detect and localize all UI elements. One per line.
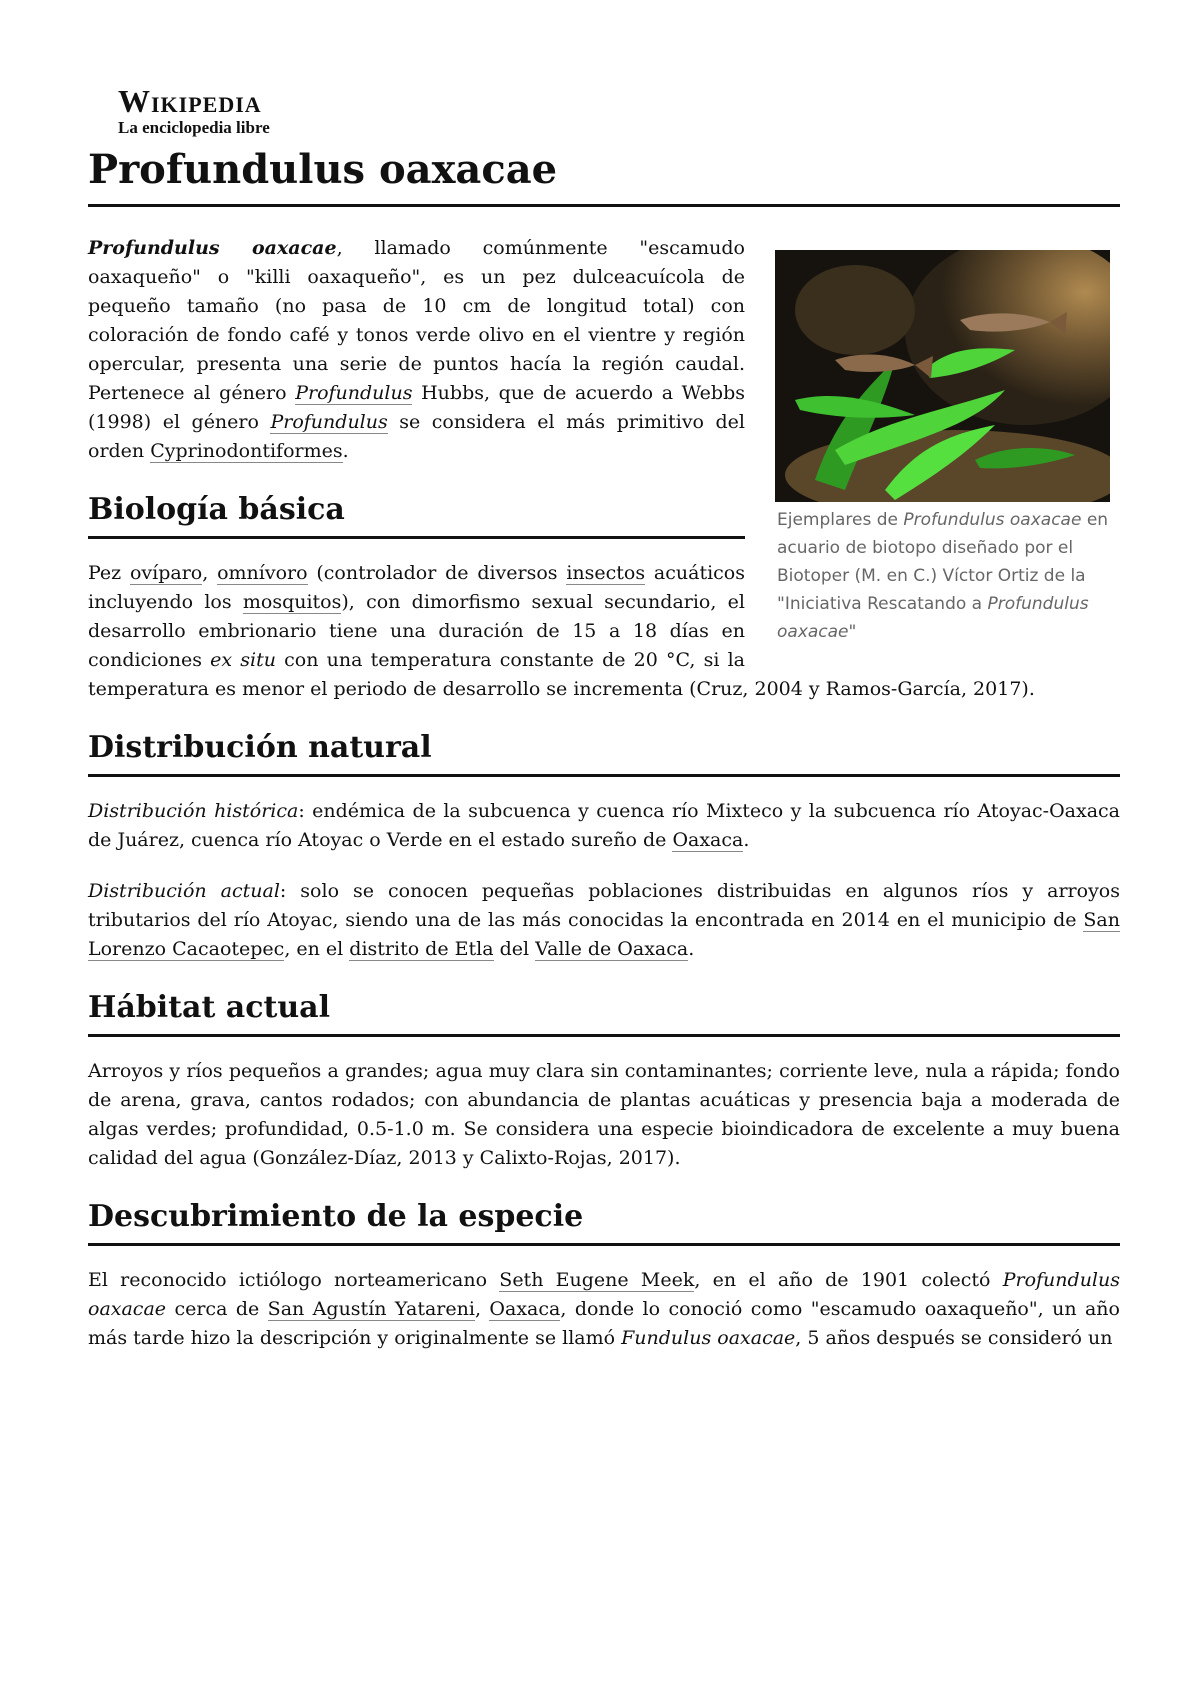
distribucion-historica-paragraph — [88, 797, 1120, 855]
text-run: El reconocido ictiólogo norteamericano — [88, 1269, 500, 1291]
wikipedia-logo[interactable] — [118, 84, 318, 138]
text-run: ), con dimorfismo sexual secundario, el desarrollo embrionario tiene una duración de 15 a 18 días en condiciones — [88, 591, 745, 671]
descubrimiento-paragraph — [88, 1266, 1120, 1353]
caption-species: Profundulus oaxacae — [903, 510, 1082, 530]
caption-text: Ejemplares de — [777, 510, 904, 530]
link-text: Profundulus — [270, 411, 388, 433]
text-run: (controlador de diversos — [307, 562, 567, 584]
rock-shape — [795, 265, 915, 355]
text-run: , en el año de 1901 colectó — [694, 1269, 1003, 1291]
text-run: : solo se conocen pequeñas poblaciones distribuidas en algunos ríos y arroyos tributarios del río Atoyac, siendo una de las más conocidas la encontrada en 2014 en el municipio de — [88, 880, 1120, 931]
text-run: , donde lo conoció como "escamudo oaxaqueño", un año más tarde hizo la descripción y originalmente se llamó — [88, 1298, 1120, 1349]
link-oaxaca-2[interactable]: Oaxaca — [489, 1298, 561, 1320]
link-insectos[interactable]: insectos — [566, 562, 646, 584]
wikipedia-wordmark: Wikipedia — [118, 83, 262, 119]
link-oaxaca[interactable]: Oaxaca — [672, 829, 744, 851]
text-run: . — [743, 829, 750, 851]
term-ex-situ: ex situ — [210, 649, 276, 671]
species-name: Profundulus oaxacae — [88, 1269, 1120, 1320]
link-profundulus[interactable] — [295, 382, 412, 405]
link-san-agustin-yatareni[interactable]: San Agustín Yatareni — [267, 1298, 475, 1320]
term-label: Distribución histórica — [88, 800, 299, 822]
text-run: del — [493, 938, 536, 960]
text-run: , en el — [284, 938, 350, 960]
caption-text: " — [848, 622, 857, 642]
text-run: cerca de — [166, 1298, 268, 1320]
text-run: Hubbs, que de acuerdo a Webbs (1998) el género — [88, 382, 745, 433]
text-run: con una temperatura constante de 20 °C, si la temperatura es menor el periodo de desarrollo se incrementa (Cruz, 2004 y Ramos-García, 2017). — [88, 649, 1035, 700]
link-distrito-de-etla[interactable]: distrito de Etla — [349, 938, 494, 960]
text-run: . — [688, 938, 695, 960]
text-run: , llamado comúnmente "escamudo oaxaqueño" o "killi oaxaqueño", es un pez dulceacuícola de pequeño tamaño (no pasa de 10 cm de longitud total) con coloración de fondo café y tonos verde olivo en el vientre y región opercular, presenta una serie de puntos hacía la región caudal. Pertenece al género — [88, 237, 745, 404]
caption-text: en acuario de biotopo diseñado por el Biotoper (M. en C.) Víctor Ortiz de la "Iniciativa Rescatando a — [777, 510, 1109, 614]
heading-distribucion: Distribución natural — [88, 728, 1120, 777]
image-caption — [775, 506, 1120, 646]
text-run: acuáticos incluyendo los — [88, 562, 745, 613]
species-name: Profundulus oaxacae — [88, 237, 337, 259]
habitat-paragraph: Arroyos y ríos pequeños a grandes; agua muy clara sin contaminantes; corriente leve, nula a rápida; fondo de arena, grava, cantos rodados; con abundancia de plantas acuáticas y presencia baja a moderada de algas verdes; profundidad, 0.5-1.0 m. Se considera una especie bioindicadora de excelente a muy buena calidad del agua (González-Díaz, 2013 y Calixto-Rojas, 2017). — [88, 1060, 1120, 1169]
link-profundulus-2[interactable] — [270, 411, 387, 434]
link-omnivoro[interactable]: omnívoro — [217, 562, 308, 584]
heading-habitat: Hábitat actual — [88, 988, 1120, 1037]
link-mosquitos[interactable]: mosquitos — [242, 591, 342, 613]
text-run: . — [342, 440, 349, 462]
link-san-lorenzo-cacaotepec[interactable]: San Lorenzo Cacaotepec — [88, 909, 1120, 960]
article-body — [88, 234, 1120, 1375]
link-seth-eugene-meek[interactable]: Seth Eugene Meek — [499, 1269, 695, 1291]
caption-species: Profundulus oaxacae — [777, 594, 1089, 642]
link-text: Profundulus — [295, 382, 413, 404]
page-title: Profundulus oaxacae — [88, 144, 1120, 207]
text-run: , — [202, 562, 218, 584]
heading-descubrimiento: Descubrimiento de la especie — [88, 1197, 1120, 1246]
species-name: Fundulus oaxacae — [621, 1327, 796, 1349]
text-run: : endémica de la subcuenca y cuenca río Mixteco y la subcuenca río Atoyac-Oaxaca de Juárez, cuenca río Atoyac o Verde en el estado sureño de — [88, 800, 1120, 851]
aquarium-illustration — [775, 250, 1110, 502]
link-valle-de-oaxaca[interactable]: Valle de Oaxaca — [535, 938, 689, 960]
text-run: , 5 años después se consideró un — [795, 1327, 1113, 1349]
heading-biologia: Biología básica — [88, 490, 745, 539]
infobox — [775, 250, 1120, 646]
text-run: se considera el más primitivo del orden — [88, 411, 745, 462]
distribucion-actual-paragraph — [88, 877, 1120, 964]
term-label: Distribución actual — [88, 880, 280, 902]
text-run: Pez — [88, 562, 130, 584]
wikipedia-tagline: La enciclopedia libre — [118, 118, 270, 137]
text-run: , — [474, 1298, 490, 1320]
link-cyprinodontiformes[interactable]: Cyprinodontiformes — [150, 440, 343, 462]
fish-photo[interactable] — [775, 250, 1110, 502]
link-oviparo[interactable]: ovíparo — [129, 562, 203, 584]
